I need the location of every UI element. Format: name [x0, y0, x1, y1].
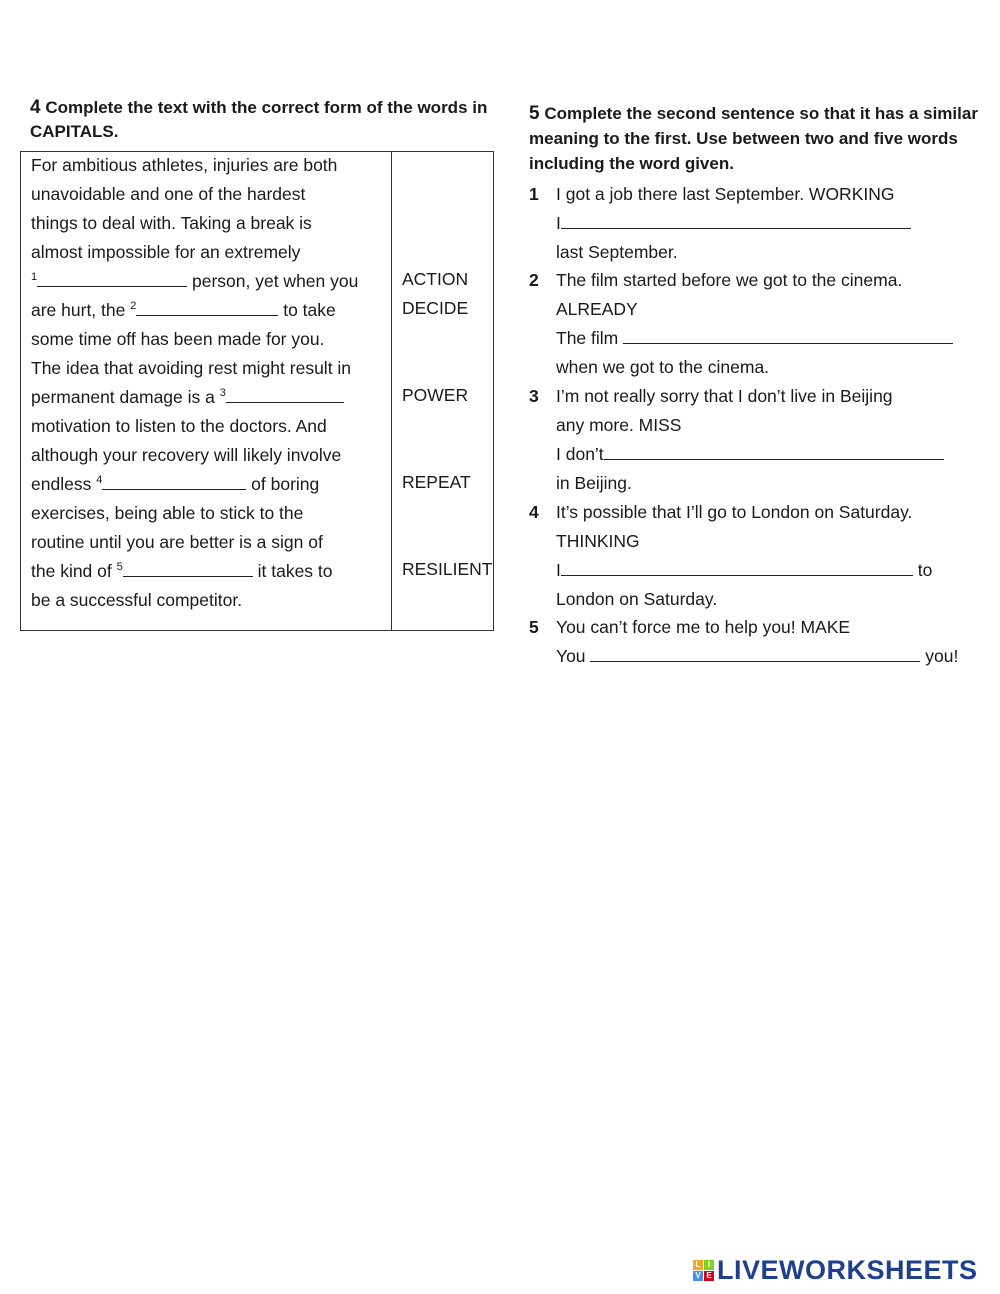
text-line-8: The idea that avoiding rest might result in — [31, 358, 352, 378]
gap-4-blank[interactable] — [102, 475, 246, 490]
text-line-6-start: are hurt, the — [31, 300, 131, 320]
text-line-3: things to deal with. Taking a break is — [31, 213, 312, 233]
item-5-blank[interactable] — [590, 647, 920, 662]
logo-letter-l: L — [693, 1260, 703, 1270]
item-1-end: last September. — [556, 242, 678, 262]
item-2-blank[interactable] — [623, 329, 953, 344]
text-line-1: For ambitious athletes, injuries are both — [31, 155, 338, 175]
item-3-number: 3 — [529, 386, 539, 406]
item-4-blank[interactable] — [561, 561, 913, 576]
text-line-12 — [31, 474, 319, 495]
text-line-13: exercises, being able to stick to the — [31, 503, 304, 523]
exercise-4-table — [20, 151, 494, 631]
item-5-end: you! — [925, 646, 959, 666]
gap-number-5: 5 — [116, 561, 123, 574]
item-5-number: 5 — [529, 617, 539, 637]
item-1-prompt: I got a job there last September. WORKING — [556, 184, 895, 204]
text-line-6-rest: to take — [278, 300, 336, 320]
text-line-5-rest: person, yet when you — [187, 271, 359, 291]
item-2-start: The film — [556, 328, 619, 348]
item-1-answer-line — [556, 213, 911, 234]
gap-2-blank[interactable] — [136, 301, 278, 316]
item-3-blank[interactable] — [604, 445, 944, 460]
item-2-end: when we got to the cinema. — [556, 357, 770, 377]
item-4-end: London on Saturday. — [556, 589, 718, 609]
text-line-9-start: permanent damage is a — [31, 387, 220, 407]
text-line-14: routine until you are better is a sign of — [31, 532, 323, 552]
logo-letter-v: V — [693, 1271, 703, 1281]
text-line-9 — [31, 387, 344, 408]
text-line-4: almost impossible for an extremely — [31, 242, 301, 262]
item-4-after-blank: to — [917, 560, 933, 580]
item-1-blank[interactable] — [561, 214, 911, 229]
item-3-end: in Beijing. — [556, 473, 632, 493]
item-4-start: I — [556, 560, 561, 580]
text-line-16: be a successful competitor. — [31, 590, 243, 610]
logo-letter-e: E — [704, 1271, 714, 1281]
gap-number-1: 1 — [31, 271, 38, 284]
item-4-keyword: THINKING — [556, 531, 640, 551]
item-4-prompt: It’s possible that I’ll go to London on Saturday. — [556, 502, 913, 522]
text-line-5 — [31, 271, 358, 292]
item-5-prompt: You can’t force me to help you! MAKE — [556, 617, 851, 637]
gap-number-4: 4 — [96, 474, 103, 487]
text-line-6 — [31, 300, 336, 321]
item-5-answer-line — [556, 646, 958, 667]
logo-mark-icon — [693, 1260, 714, 1281]
item-4-answer-line — [556, 560, 932, 581]
liveworksheets-logo[interactable] — [693, 1255, 978, 1286]
gap-1-blank[interactable] — [37, 272, 187, 287]
item-3-prompt: I’m not really sorry that I don’t live in Beijing — [556, 386, 893, 406]
text-line-12-rest: of boring — [246, 474, 320, 494]
item-3-start: I don’t — [556, 444, 604, 464]
item-1-number: 1 — [529, 184, 539, 204]
table-divider — [391, 152, 392, 630]
gap-3-blank[interactable] — [226, 388, 344, 403]
item-2-answer-line — [556, 328, 953, 349]
exercise-4-title — [30, 96, 500, 144]
item-3-answer-line — [556, 444, 944, 465]
exercise-5-instruction: Complete the second sentence so that it has a similar meaning to the first. Use between two and five words including the word given. — [529, 104, 978, 173]
keyword-action: ACTION — [402, 269, 469, 289]
gap-number-2: 2 — [130, 300, 137, 313]
keyword-resilient: RESILIENT — [402, 559, 493, 579]
logo-text: LIVEWORKSHEETS — [717, 1255, 978, 1285]
gap-number-3: 3 — [219, 387, 226, 400]
item-4-number: 4 — [529, 502, 539, 522]
keyword-decide: DECIDE — [402, 298, 469, 318]
text-line-15 — [31, 561, 333, 582]
item-2-keyword: ALREADY — [556, 299, 638, 319]
text-line-15-start: the kind of — [31, 561, 117, 581]
item-3-keyword: any more. MISS — [556, 415, 682, 435]
text-line-15-rest: it takes to — [252, 561, 333, 581]
text-line-7: some time off has been made for you. — [31, 329, 325, 349]
logo-letter-i: I — [704, 1260, 714, 1270]
item-1-start: I — [556, 213, 561, 233]
text-line-11: although your recovery will likely involve — [31, 445, 342, 465]
gap-5-blank[interactable] — [123, 562, 253, 577]
item-2-number: 2 — [529, 270, 539, 290]
text-line-12-start: endless — [31, 474, 97, 494]
text-line-2: unavoidable and one of the hardest — [31, 184, 306, 204]
exercise-5-number: 5 — [529, 103, 540, 124]
keyword-power: POWER — [402, 385, 469, 405]
item-2-prompt: The film started before we got to the cinema. — [556, 270, 903, 290]
exercise-5-title — [529, 101, 979, 176]
exercise-4-instruction: Complete the text with the correct form of the words in CAPITALS. — [30, 98, 488, 141]
exercise-4-number: 4 — [30, 97, 41, 118]
item-5-start: You — [556, 646, 586, 666]
keyword-repeat: REPEAT — [402, 472, 471, 492]
text-line-10: motivation to listen to the doctors. And — [31, 416, 327, 436]
